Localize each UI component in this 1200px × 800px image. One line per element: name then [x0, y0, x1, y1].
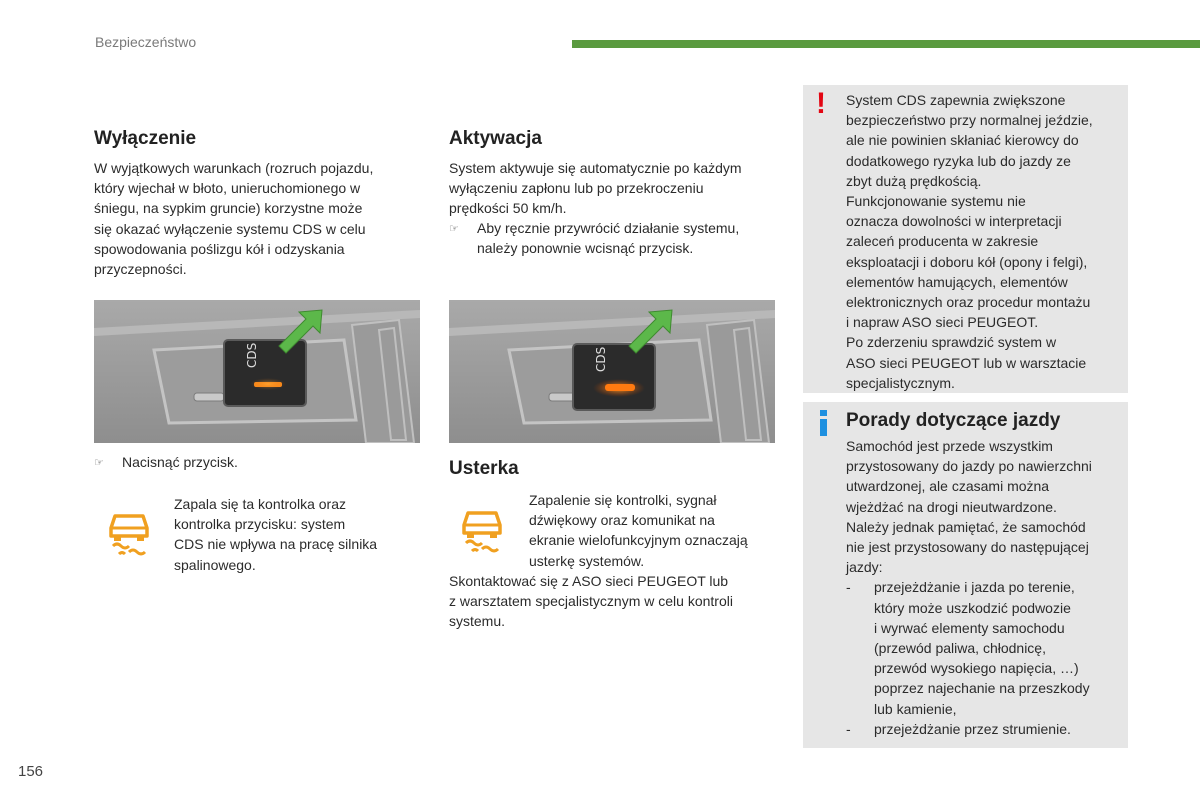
cds-button-illustration [449, 300, 775, 443]
text-line: ekranie wielofunkcyjnym oznaczają [529, 532, 748, 549]
usterka-paragraph [449, 571, 789, 632]
text-line: przejeżdżanie i jazda po terenie, [874, 579, 1075, 596]
pointing-hand-icon: ☞ [449, 223, 459, 235]
tips-box [803, 402, 1128, 748]
fault-description [529, 490, 789, 571]
text-line: Skontaktować się z ASO sieci PEUGEOT lub [449, 573, 729, 589]
text-line: Po zderzeniu sprawdzić system w [846, 334, 1057, 351]
tips-list [846, 577, 1128, 739]
wylaczenie-paragraph [94, 158, 424, 279]
list-item [846, 577, 1128, 718]
text-line: Funkcjonowanie systemu nie [846, 193, 1026, 210]
text-line: z warsztatem specjalistycznym w celu kontroli [449, 593, 733, 610]
text-line: i wyrwać elementy samochodu [874, 619, 1065, 636]
cds-fault-lamp-icon [458, 505, 506, 555]
text-line: Samochód jest przede wszystkim [846, 438, 1053, 454]
text-line: elektronicznych oraz procedur montażu [846, 294, 1091, 311]
text-line: oznacza dowolności w interpretacji [846, 213, 1062, 230]
text-line: specjalistycznym. [846, 374, 955, 391]
text-line: Aby ręcznie przywrócić działanie systemu, [477, 220, 740, 236]
text-line: przyczepności. [94, 261, 187, 278]
svg-text:CDS: CDS [245, 342, 259, 368]
heading-aktywacja: Aktywacja [449, 128, 542, 149]
text-line: dźwiękowy oraz komunikat na [529, 512, 715, 529]
cds-button-photo-off [94, 300, 420, 443]
press-button-bullet [94, 452, 424, 473]
exclamation-icon: ! [816, 87, 826, 120]
text-line: się okazać wyłączenie systemu CDS w celu [94, 220, 366, 237]
text-line: należy ponownie wcisnąć przycisk. [477, 240, 694, 257]
text-line: zbyt dużą prędkością. [846, 172, 982, 189]
text-line: elementów hamujących, elementów [846, 273, 1068, 290]
text-line: Zapalenie się kontrolki, sygnał [529, 492, 717, 508]
heading-usterka: Usterka [449, 458, 519, 479]
heading-wylaczenie: Wyłączenie [94, 128, 197, 149]
text-line: który wjechał w błoto, unieruchomionego w [94, 180, 361, 197]
text-line: i napraw ASO sieci PEUGEOT. [846, 314, 1039, 331]
text-line: wjeżdżać na drogi nieutwardzone. [846, 498, 1057, 515]
cds-warning-lamp-icon [105, 508, 153, 558]
text-line: poprzez najechanie na przeszkody [874, 680, 1090, 697]
text-line: przejeżdżanie przez strumienie. [874, 720, 1071, 737]
text-line: Zapala się ta kontrolka oraz [174, 496, 346, 512]
text-line: zaleceń producenta w zakresie [846, 233, 1039, 250]
reactivate-bullet [449, 218, 789, 258]
text-line: spalinowego. [174, 556, 256, 573]
text-line: lub kamienie, [874, 700, 957, 717]
tips-text [846, 436, 1128, 739]
section-label: Bezpieczeństwo [95, 34, 197, 50]
text-line: który może uszkodzić podwozie [874, 599, 1071, 616]
text-line: usterkę systemów. [529, 552, 645, 569]
bullet-text: Nacisnąć przycisk. [122, 454, 238, 470]
text-line: W wyjątkowych warunkach (rozruch pojazdu, [94, 160, 374, 176]
text-line: przewód wysokiego napięcia, …) [874, 660, 1079, 677]
text-line: CDS nie wpływa na pracę silnika [174, 536, 378, 553]
pointing-hand-icon: ☞ [94, 457, 104, 469]
text-line: jazdy: [846, 559, 883, 576]
text-line: System CDS zapewnia zwiększone [846, 92, 1066, 108]
text-line: dodatkowego ryzyka lub do jazdy ze [846, 152, 1071, 169]
cds-button-photo-on [449, 300, 775, 443]
tips-title: Porady dotyczące jazdy [846, 410, 1061, 431]
accent-bar [572, 40, 1200, 48]
list-item [846, 719, 1128, 739]
text-line: spowodowania poślizgu kół i odzyskania [94, 240, 345, 257]
text-line: wyłączeniu zapłonu lub po przekroczeniu [449, 180, 704, 197]
svg-text:CDS: CDS [594, 346, 608, 372]
page-number: 156 [18, 763, 44, 780]
warning-box-text [846, 90, 1126, 393]
info-icon [819, 410, 828, 436]
cds-button-illustration [94, 300, 420, 443]
dash-marker: - [846, 720, 851, 737]
text-line: śniegu, na sypkim gruncie) korzystne może [94, 200, 363, 217]
text-line: bezpieczeństwo przy normalnej jeździe, [846, 112, 1093, 129]
warning-lamp-off-description [174, 494, 424, 575]
bullet-text [477, 218, 739, 258]
text-line: prędkości 50 km/h. [449, 200, 567, 217]
text-line: utwardzonej, ale czasami można [846, 478, 1050, 495]
aktywacja-paragraph [449, 158, 789, 219]
text-line: systemu. [449, 613, 506, 630]
text-line: ale nie powinien skłaniać kierowcy do [846, 132, 1079, 149]
text-line: kontrolka przycisku: system [174, 516, 346, 533]
text-line: nie jest przystosowany do następującej [846, 539, 1089, 556]
text-line: Należy jednak pamiętać, że samochód [846, 518, 1086, 535]
text-line: (przewód paliwa, chłodnicę, [874, 640, 1046, 657]
dash-marker: - [846, 579, 851, 596]
text-line: ASO sieci PEUGEOT lub w warsztacie [846, 354, 1087, 371]
text-line: System aktywuje się automatycznie po każdym [449, 160, 742, 176]
warning-box [803, 85, 1128, 393]
text-line: eksploatacji i doboru kół (opony i felgi), [846, 253, 1088, 270]
text-line: przystosowany do jazdy po nawierzchni [846, 458, 1092, 475]
